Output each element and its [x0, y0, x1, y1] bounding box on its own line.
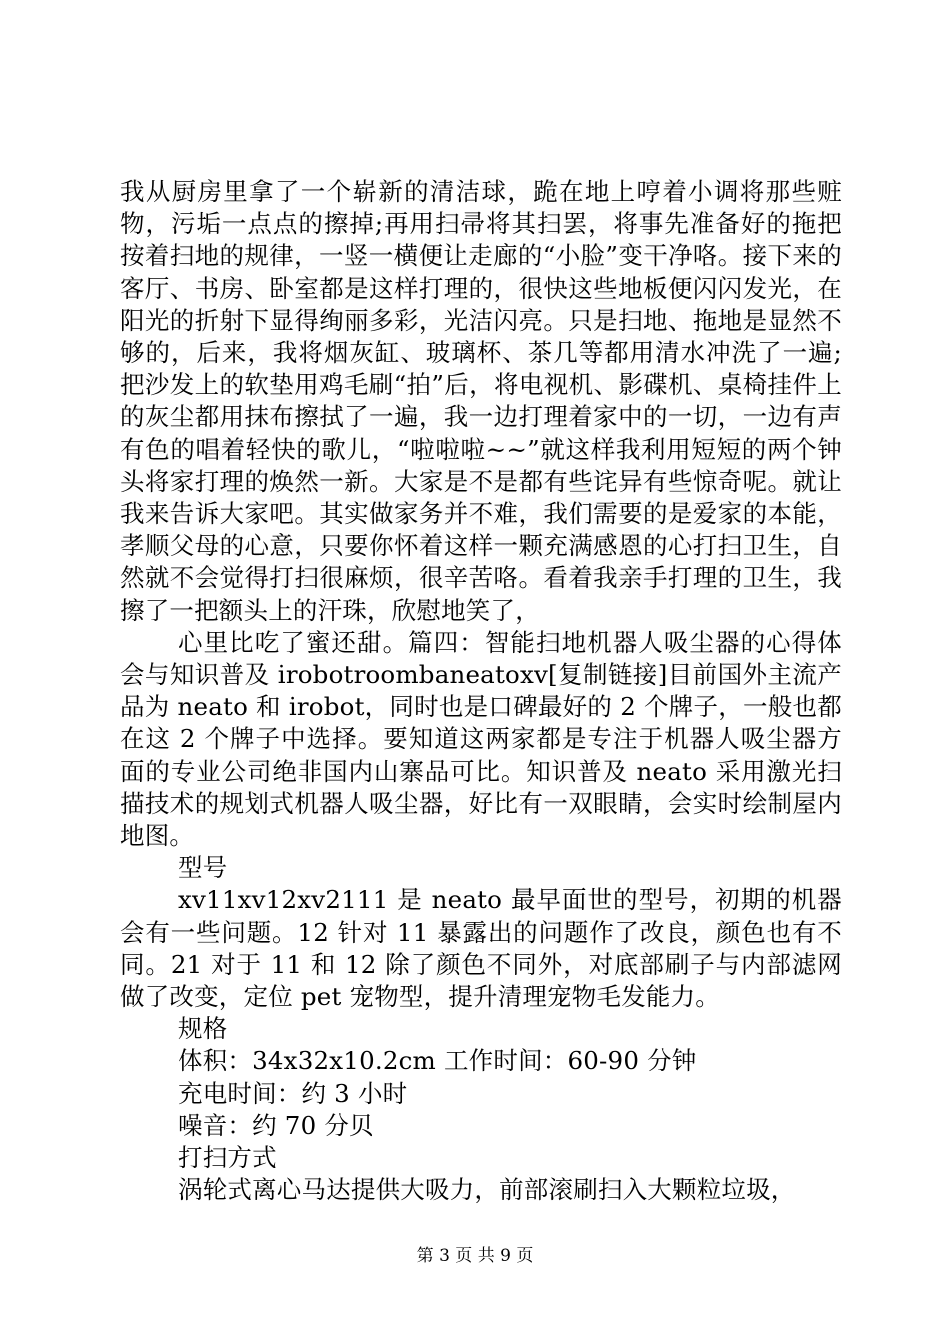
- spec-volume-worktime: 体积：34x32x10.2cm 工作时间：60-90 分钟: [178, 1046, 697, 1076]
- paragraph-robot-vacuum-intro: 心里比吃了蜜还甜。篇四：智能扫地机器人吸尘器的心得体会与知识普及 irobotroombaneatoxv[复制链接]目前国外主流产品为 neato 和 irobot，同时也是口碑最好的 2 个牌子，一般也都在这 2 个牌子中选择。要知道这两家都是专注于机器人吸尘器方面的专业公司绝非国内山寨品可比。知识普及 neato 采用激光扫描技术的规划式机器人吸尘器，好比有一双眼睛，会实时绘制屋内地图。: [120, 627, 842, 851]
- heading-cleaning-method: 打扫方式: [178, 1143, 277, 1173]
- heading-model: 型号: [178, 853, 228, 883]
- paragraph-model-details: xv11xv12xv2111 是 neato 最早面世的型号，初期的机器会有一些问题。12 针对 11 暴露出的问题作了改良，颜色也有不同。21 对于 11 和 12 除了颜色不同外，对底部刷子与内部滤网做了改变，定位 pet 宠物型，提升清理宠物毛发能力。: [120, 885, 842, 1012]
- page-number-footer: 第 3 页 共 9 页: [416, 1246, 534, 1266]
- paragraph-cleaning-method: 涡轮式离心马达提供大吸力，前部滚刷扫入大颗粒垃圾，: [178, 1175, 796, 1205]
- heading-specs: 规格: [178, 1014, 228, 1044]
- document-body: [120, 176, 842, 1207]
- spec-noise: 噪音：约 70 分贝: [178, 1110, 374, 1140]
- paragraph-cleaning-story: 我从厨房里拿了一个崭新的清洁球，跪在地上哼着小调将那些赃物，污垢一点点的擦掉;再用扫帚将其扫罢，将事先准备好的拖把按着扫地的规律，一竖一横便让走廊的“小脸”变干净咯。接下来的客厅、书房、卧室都是这样打理的，很快这些地板便闪闪发光，在阳光的折射下显得绚丽多彩，光洁闪亮。只是扫地、拖地是显然不够的，后来，我将烟灰缸、玻璃杯、茶几等都用清水冲洗了一遍;把沙发上的软垫用鸡毛刷“拍”后，将电视机、影碟机、桌椅挂件上的灰尘都用抹布擦拭了一遍，我一边打理着家中的一切，一边有声有色的唱着轻快的歌儿，“啦啦啦~~”就这样我利用短短的两个钟头将家打理的焕然一新。大家是不是都有些诧异有些惊奇呢。就让我来告诉大家吧。其实做家务并不难，我们需要的是爱家的本能，孝顺父母的心意，只要你怀着这样一颗充满感恩的心打扫卫生，自然就不会觉得打扫很麻烦，很辛苦咯。看着我亲手打理的卫生，我擦了一把额头上的汗珠，欣慰地笑了，: [120, 177, 842, 625]
- spec-charge-time: 充电时间：约 3 小时: [178, 1078, 408, 1108]
